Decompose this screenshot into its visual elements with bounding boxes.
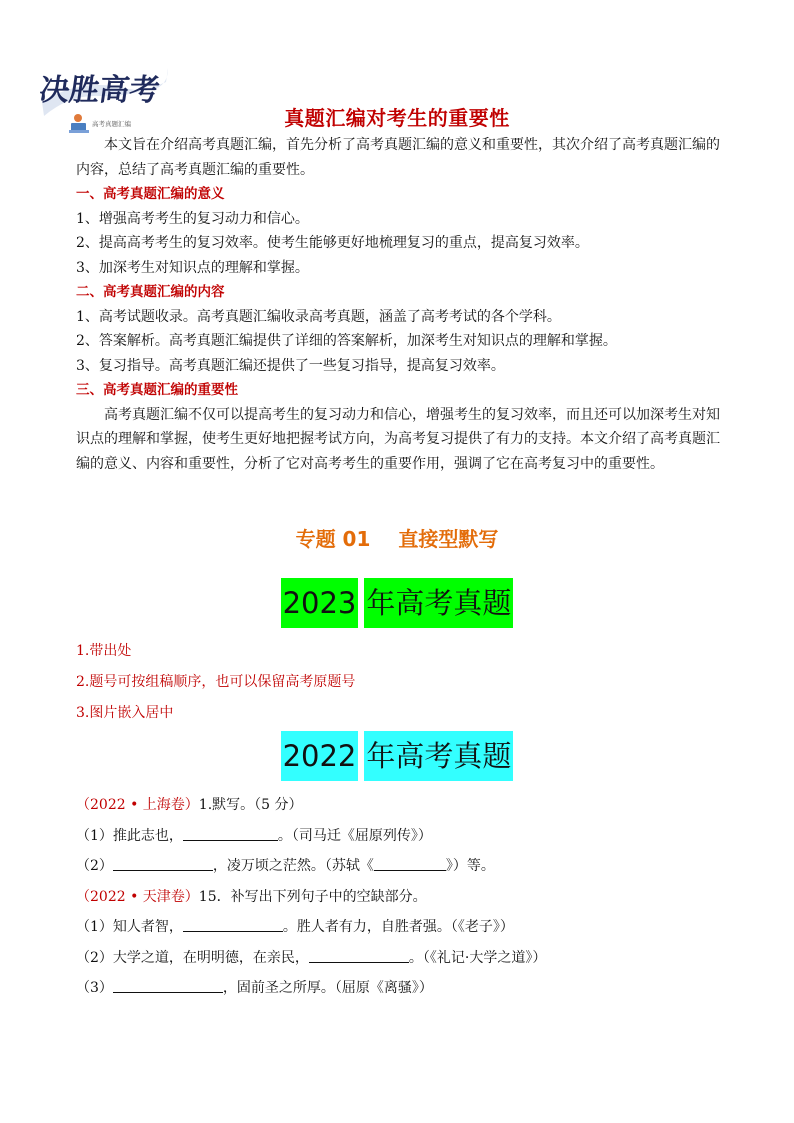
line-text: 》）等。 xyxy=(445,858,495,874)
answer-blank[interactable] xyxy=(309,948,409,963)
year-label: 2022 xyxy=(281,731,359,781)
list-item: 1、增强高考考生的复习动力和信心。 xyxy=(76,210,309,227)
note-item: 1.带出处 xyxy=(76,643,132,659)
year-banner-2022 xyxy=(0,731,794,781)
list-item: 3、复习指导。高考真题汇编还提供了一些复习指导，提高复习效率。 xyxy=(76,357,505,374)
line-text: （1）推此志也， xyxy=(76,827,183,844)
answer-blank[interactable] xyxy=(374,856,446,871)
question-header xyxy=(76,790,736,821)
section-heading: 三、高考真题汇编的重要性 xyxy=(76,382,238,398)
question-line xyxy=(76,973,736,1004)
line-text: 。胜人者有力，自胜者强。（《老子》） xyxy=(282,919,514,935)
editor-notes xyxy=(76,636,731,729)
intro-paragraph: 本文旨在介绍高考真题汇编，首先分析了高考真题汇编的意义和重要性，其次介绍了高考真题汇编的内容，总结了高考真题汇编的重要性。 xyxy=(76,137,720,178)
answer-blank[interactable] xyxy=(113,856,213,871)
note-item: 3.图片嵌入居中 xyxy=(76,705,174,721)
topic-number: 专题 01 xyxy=(295,527,371,551)
year-banner-text: 年高考真题 xyxy=(364,731,513,781)
note-item: 2.题号可按组稿顺序，也可以保留高考原题号 xyxy=(76,674,356,690)
line-text: 。（司马迁《屈原列传》） xyxy=(277,827,432,844)
question-line xyxy=(76,912,736,943)
question-source: （2022 • 上海卷） xyxy=(76,797,199,813)
list-item: 3、加深考生对知识点的理解和掌握。 xyxy=(76,259,309,276)
line-text: （3） xyxy=(76,980,113,996)
list-item: 2、提高高考考生的复习效率。使考生能够更好地梳理复习的重点，提高复习效率。 xyxy=(76,235,589,251)
topic-heading xyxy=(0,523,794,552)
line-text: ，固前圣之所厚。（屈原《离骚》） xyxy=(222,980,433,996)
article-body xyxy=(76,133,731,476)
section-heading: 二、高考真题汇编的内容 xyxy=(76,284,225,300)
section-heading: 一、高考真题汇编的意义 xyxy=(76,186,225,202)
line-text: ，凌万顷之茫然。（苏轼《 xyxy=(212,858,374,874)
year-label: 2023 xyxy=(281,578,359,628)
answer-blank[interactable] xyxy=(183,917,283,932)
line-text: （1）知人者智， xyxy=(76,919,183,935)
year-banner-2023 xyxy=(0,578,794,628)
question-line xyxy=(76,851,736,882)
question-stem: 15．补写出下列句子中的空缺部分。 xyxy=(198,888,427,905)
list-item: 1、高考试题收录。高考真题汇编收录高考真题，涵盖了高考考试的各个学科。 xyxy=(76,308,561,325)
question-source: （2022 • 天津卷） xyxy=(76,888,199,905)
topic-name: 直接型默写 xyxy=(398,527,499,551)
answer-blank[interactable] xyxy=(113,978,223,993)
page-title: 真题汇编对考生的重要性 xyxy=(284,106,510,130)
question-line xyxy=(76,821,736,852)
year-banner-text: 年高考真题 xyxy=(364,578,513,628)
logo-subtitle: 高考真题汇编 xyxy=(92,120,131,128)
logo-text: 决胜高考 xyxy=(40,73,162,108)
question-header xyxy=(76,882,736,913)
question-stem: 1.默写。（5 分） xyxy=(198,797,303,813)
list-item: 2、答案解析。高考真题汇编提供了详细的答案解析，加深考生对知识点的理解和掌握。 xyxy=(76,333,617,349)
question-line xyxy=(76,943,736,974)
summary-paragraph: 高考真题汇编不仅可以提高考生的复习动力和信心，增强考生的复习效率，而且还可以加深考生对知识点的理解和掌握，使考生更好地把握考试方向，为高考复习提供了有力的支持。本文介绍了高考真题汇编的意义、内容和重要性，分析了它对高考考生的重要作用，强调了它在高考复习中的重要性。 xyxy=(76,406,720,472)
line-text: 。（《礼记·大学之道》） xyxy=(408,949,547,966)
line-text: （2） xyxy=(76,858,113,874)
question-list xyxy=(76,790,736,1004)
line-text: （2）大学之道，在明明德，在亲民， xyxy=(76,949,309,966)
answer-blank[interactable] xyxy=(183,826,278,841)
